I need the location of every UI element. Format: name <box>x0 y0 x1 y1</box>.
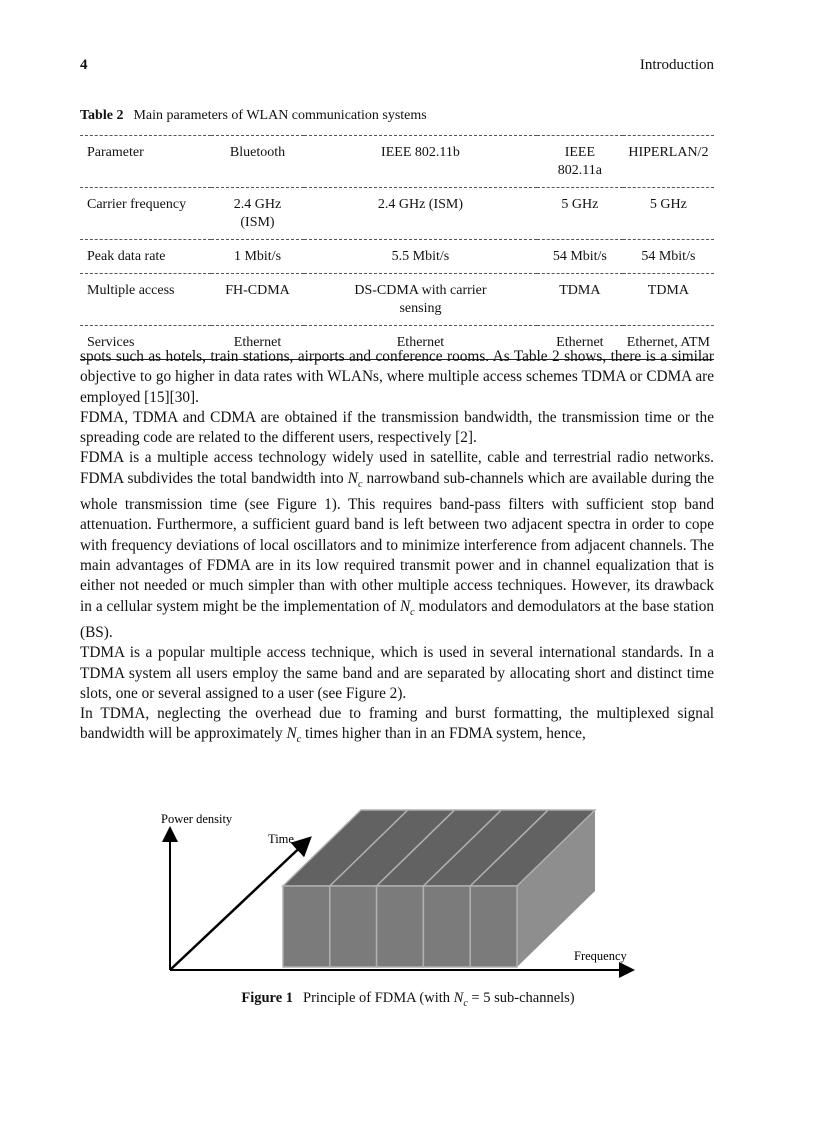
paragraph: FDMA, TDMA and CDMA are obtained if the transmission bandwidth, the transmission time or the spreading code are related to the different users, respectively [2]. <box>80 408 714 447</box>
col-header: HIPERLAN/2 <box>623 136 714 188</box>
col-header: IEEE 802.11b <box>304 136 537 188</box>
table-cell: 2.4 GHz (ISM) <box>304 188 537 240</box>
time-label: Time <box>268 832 294 846</box>
table-caption-text: Main parameters of WLAN communication systems <box>133 108 427 123</box>
table-label: Table 2 <box>80 108 124 123</box>
frequency-label: Frequency <box>574 949 627 963</box>
table-cell: Ethernet <box>537 326 623 360</box>
sub-channel-block <box>377 886 424 967</box>
symbol-nc <box>347 469 363 490</box>
fdma-figure <box>0 800 816 990</box>
table-row <box>80 188 714 240</box>
figure-caption <box>0 990 816 1009</box>
paragraph <box>80 704 714 751</box>
text: Principle of FDMA (with <box>303 990 454 1006</box>
table-cell: 54 Mbit/s <box>537 240 623 274</box>
table-row <box>80 274 714 326</box>
power-density-label: Power density <box>161 812 233 826</box>
var: N <box>347 469 358 487</box>
sub-channel-block <box>423 886 470 967</box>
symbol-nc <box>286 725 302 746</box>
table-cell: Carrier frequency <box>80 188 211 240</box>
col-header: Parameter <box>80 136 211 188</box>
table-cell: 5 GHz <box>623 188 714 240</box>
col-header: Bluetooth <box>211 136 304 188</box>
text: modulators and demodulators at the base station (BS). <box>80 597 714 641</box>
table-cell: Ethernet <box>211 326 304 360</box>
table-cell: Multiple access <box>80 274 211 326</box>
table-cell: Services <box>80 326 211 360</box>
table-cell: DS-CDMA with carrier sensing <box>304 274 537 326</box>
symbol-nc <box>453 990 468 1009</box>
text: narrowband sub-channels which are available during the whole transmission time (see Figure 1). This requires band-pass filters with sufficient stop band attenuation. Furthermore, a sufficient guard band is left between two adjacent spectra in order to cope with frequency deviations of local oscillators and to minimize interference from adjacent channels. The main advantages of FDMA are in its low required transmit power and in channel equalization that is either not needed or much simpler than with other multiple access techniques. However, its drawback in a cellular system might be the implementation of <box>80 469 714 615</box>
table-cell: TDMA <box>623 274 714 326</box>
table-cell: 5.5 Mbit/s <box>304 240 537 274</box>
table-cell: FH-CDMA <box>211 274 304 326</box>
sub-channel-block <box>283 886 330 967</box>
wlan-parameters-table <box>80 135 714 360</box>
paragraph: TDMA is a popular multiple access technique, which is used in several international standards. In a TDMA system all users employ the same band and are separated by allocating short and distinct time slots, one or several assigned to a user (see Figure 2). <box>80 644 714 702</box>
text: In TDMA, neglecting the overhead due to framing and burst formatting, the multiplexed signal bandwidth will be approximately <box>80 705 714 743</box>
table-cell: 2.4 GHz (ISM) <box>211 188 304 240</box>
text: FDMA is a multiple access technology widely used in satellite, cable and terrestrial radio networks. FDMA subdivides the total bandwidth into <box>80 449 714 487</box>
text: = 5 sub-channels) <box>467 990 575 1006</box>
text: times higher than in an FDMA system, hence, <box>301 725 586 743</box>
table-cell: TDMA <box>537 274 623 326</box>
subscript: c <box>463 997 468 1009</box>
subscript: c <box>296 734 302 746</box>
col-header: IEEE 802.11a <box>537 136 623 188</box>
page-number: 4 <box>80 57 88 73</box>
var: N <box>399 597 411 615</box>
table-header-row <box>80 136 714 188</box>
paragraph: spots such as hotels, train stations, airports and conference rooms. As Table 2 shows, there is a similar objective to go higher in data rates with WLANs, where multiple access schemes TDMA or CDMA are employed [15][30]. <box>80 348 714 406</box>
table-cell: 1 Mbit/s <box>211 240 304 274</box>
table-cell: 5 GHz <box>537 188 623 240</box>
subscript: c <box>410 606 415 618</box>
table-caption <box>80 108 427 124</box>
table-cell: 54 Mbit/s <box>623 240 714 274</box>
sub-channel-blocks <box>283 810 595 967</box>
table-row <box>80 240 714 274</box>
sub-channel-block <box>470 886 517 967</box>
var: N <box>453 990 464 1006</box>
paragraph <box>80 448 714 643</box>
symbol-nc <box>399 597 415 618</box>
table-cell: Peak data rate <box>80 240 211 274</box>
subscript: c <box>357 478 363 490</box>
body-text <box>80 347 714 751</box>
table-cell: Ethernet, ATM <box>623 326 714 360</box>
figure-label: Figure 1 <box>241 990 294 1006</box>
var: N <box>286 725 297 743</box>
table-cell: Ethernet <box>304 326 537 360</box>
running-header: Introduction <box>639 57 714 73</box>
sub-channel-block <box>330 886 377 967</box>
